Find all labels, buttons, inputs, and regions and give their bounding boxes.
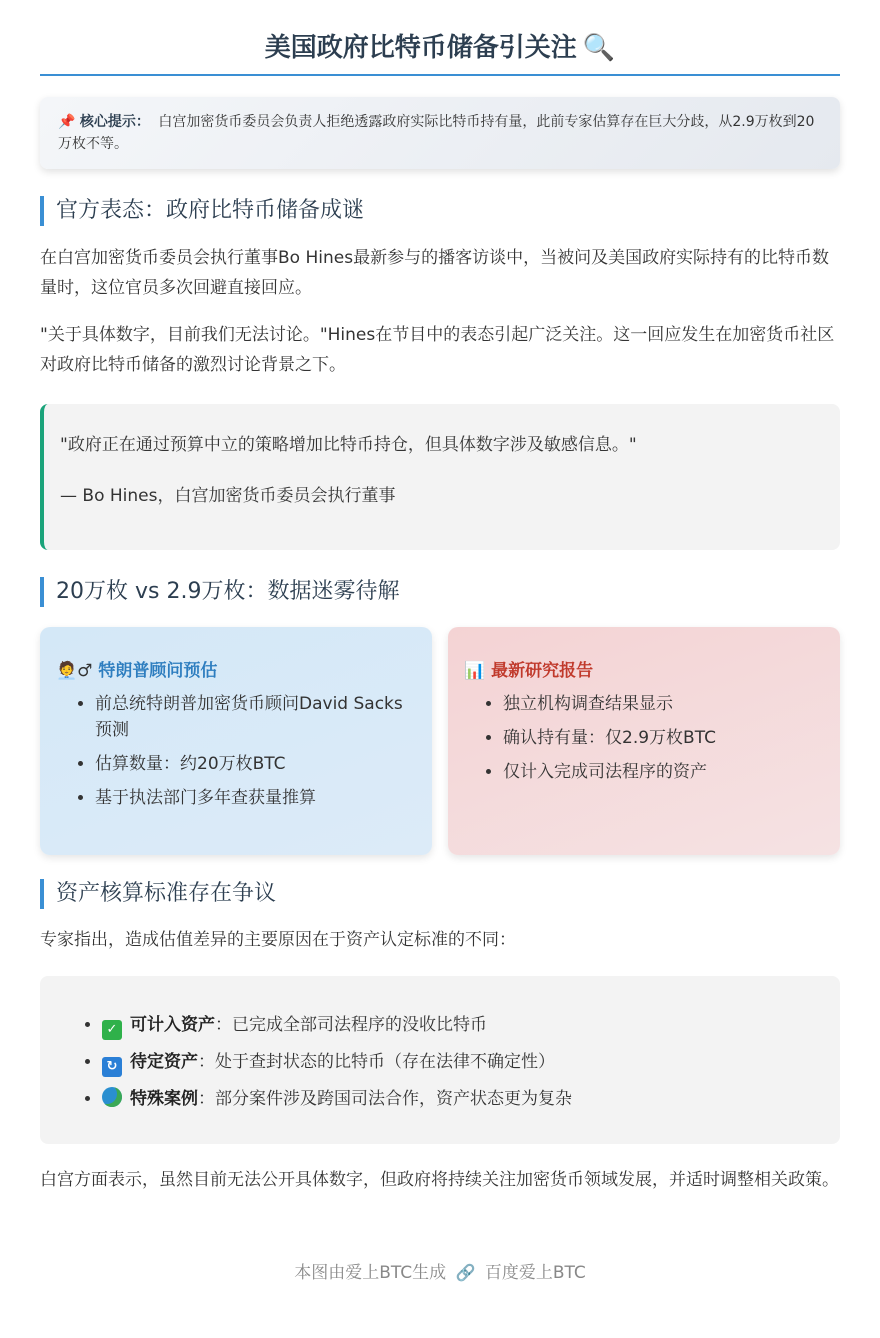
page-title-text: 美国政府比特币储备引关注: [264, 33, 577, 63]
item-label: 待定资产: [130, 1052, 198, 1072]
section-heading-official: 官方表态：政府比特币储备成谜: [40, 196, 840, 226]
list-item: • 前总统特朗普加密货币顾问David Sacks预测: [95, 691, 412, 743]
item-text: ：部分案件涉及跨国司法合作，资产状态更为复杂: [198, 1089, 572, 1109]
list-item: • 基于执法部门多年查获量推算: [95, 785, 412, 811]
section-heading-standards: 资产核算标准存在争议: [40, 879, 840, 909]
bar-chart-icon: 📊: [464, 661, 486, 681]
paragraph-closing: 白宫方面表示，虽然目前无法公开具体数字，但政府将持续关注加密货币领域发展，并适时调整相关政策。: [40, 1170, 839, 1190]
pin-icon: 📌: [58, 114, 76, 130]
card-list-research: [464, 691, 820, 785]
card-trump-advisor: [40, 627, 432, 855]
quote-source: — Bo Hines，白宫加密货币委员会执行董事: [60, 486, 396, 506]
card-list-trump: [56, 691, 412, 811]
paragraph-experts-intro: 专家指出，造成估值差异的主要原因在于资产认定标准的不同：: [40, 930, 516, 950]
card-research-report: [448, 627, 840, 855]
refresh-icon: ↻: [102, 1057, 122, 1077]
check-icon: ✓: [102, 1020, 122, 1040]
title-bar: [40, 0, 840, 76]
list-item: • 估算数量：约20万枚BTC: [95, 751, 412, 777]
item-label: 特殊案例: [130, 1089, 198, 1109]
key-tip-box: [40, 97, 840, 169]
comparison-cards: [40, 627, 840, 855]
list-item: [102, 1086, 820, 1112]
blockquote: [40, 404, 840, 550]
card-title-text: 最新研究报告: [491, 661, 594, 681]
tip-label: 核心提示：: [79, 114, 150, 130]
globe-icon: [102, 1087, 122, 1107]
asset-criteria-box: [40, 976, 840, 1144]
footer-source[interactable]: 百度爱上BTC: [484, 1263, 586, 1283]
page-title: [265, 33, 615, 63]
paragraph-hines-statement: "关于具体数字，目前我们无法讨论。"Hines在节目中的表态引起广泛关注。这一回应发生在加密货币社区对政府比特币储备的激烈讨论背景之下。: [40, 325, 835, 375]
tip-text: 白宫加密货币委员会负责人拒绝透露政府实际比特币持有量，此前专家估算存在巨大分歧，从2.9万枚到20万枚不等。: [58, 114, 815, 152]
paragraph-hines-interview: 在白宫加密货币委员会执行董事Bo Hines最新参与的播客访谈中，当被问及美国政府实际持有的比特币数量时，这位官员多次回避直接回应。: [40, 248, 830, 298]
item-text: ：已完成全部司法程序的没收比特币: [215, 1015, 487, 1035]
list-item: [102, 1012, 820, 1040]
magnifier-icon: 🔍: [582, 33, 616, 63]
advisor-icon: 🧑‍💼♂: [56, 661, 93, 681]
section-heading-data: 20万枚 vs 2.9万枚：数据迷雾待解: [40, 577, 840, 607]
item-label: 可计入资产: [130, 1015, 215, 1035]
list-item: • 独立机构调查结果显示: [503, 691, 820, 717]
list-item: • 仅计入完成司法程序的资产: [503, 759, 820, 785]
link-icon: 🔗: [455, 1263, 476, 1282]
card-title-text: 特朗普顾问预估: [98, 661, 218, 681]
asset-criteria-list: [82, 1012, 820, 1112]
footer-text: 本图由爱上BTC生成: [294, 1263, 447, 1283]
quote-text: "政府正在通过预算中立的策略增加比特币持仓，但具体数字涉及敏感信息。": [60, 435, 637, 455]
card-title-trump: [56, 657, 412, 685]
footer: [0, 1258, 880, 1288]
list-item: [102, 1049, 820, 1077]
card-title-research: [464, 657, 820, 685]
list-item: • 确认持有量：仅2.9万枚BTC: [503, 725, 820, 751]
item-text: ：处于查封状态的比特币（存在法律不确定性）: [198, 1052, 555, 1072]
